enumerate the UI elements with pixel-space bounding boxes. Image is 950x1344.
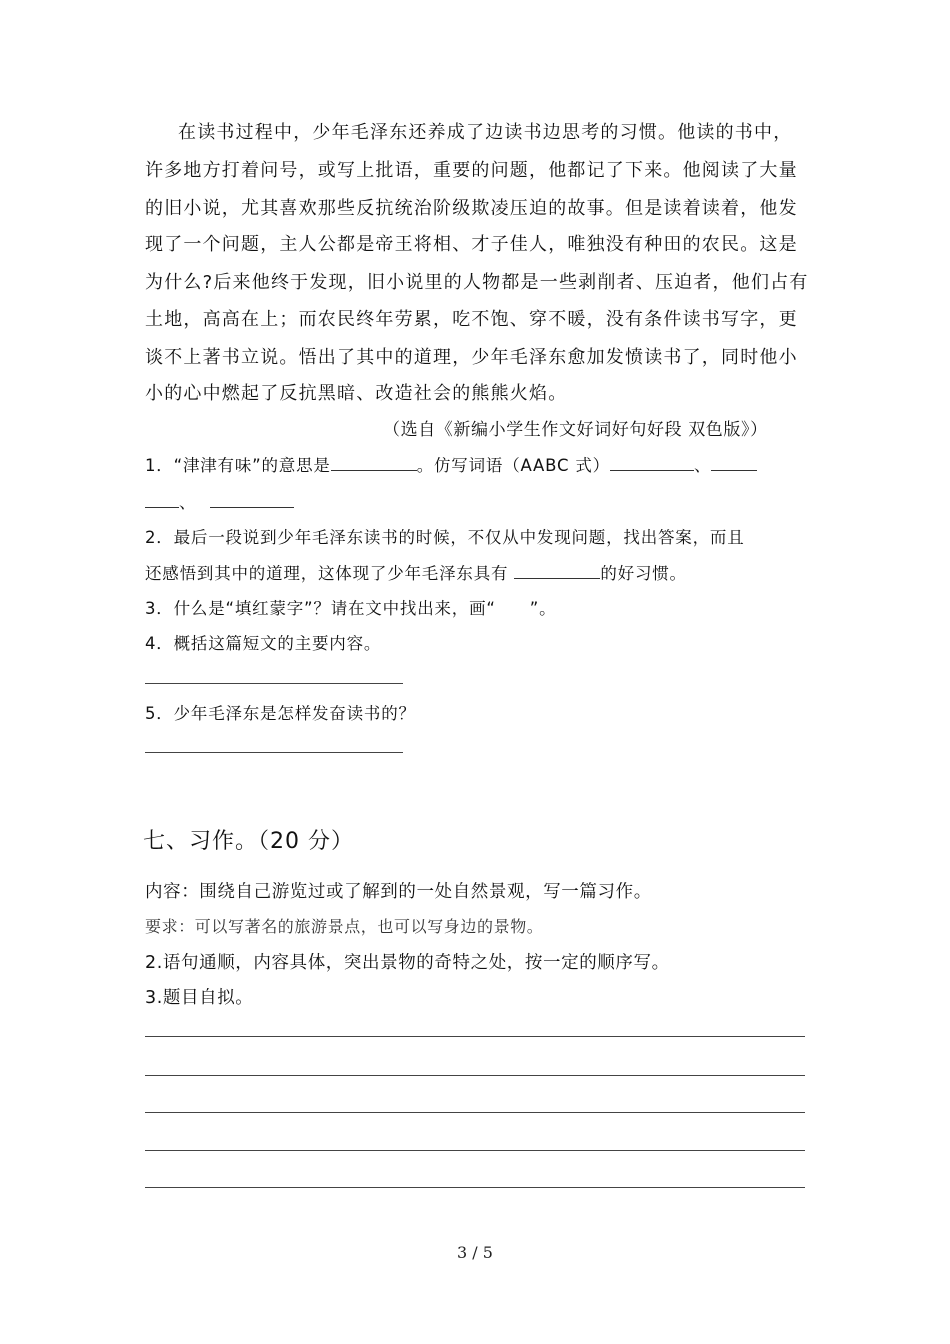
answer-blank[interactable] (610, 454, 694, 471)
passage-line: 小的心中燃起了反抗黑暗、改造社会的熊熊火焰。 (145, 383, 568, 404)
composition-content: 内容：围绕自己游览过或了解到的一处自然景观，写一篇习作。 (145, 882, 652, 902)
writing-line[interactable] (145, 1036, 805, 1037)
question-3-text-2: ”。 (529, 599, 557, 618)
question-3-text: 3．什么是“填红蒙字”？请在文中找出来，画“ (145, 599, 496, 618)
question-2-line-1: 2．最后一段说到少年毛泽东读书的时候，不仅从中发现问题，找出答案，而且 (145, 528, 745, 547)
composition-requirement-2: 2.语句通顺，内容具体，突出景物的奇特之处，按一定的顺序写。 (145, 953, 670, 973)
passage-line: 土地，高高在上；而农民终年劳累，吃不饱、穿不暖，没有条件读书写字，更 (145, 309, 798, 330)
question-1-text: 1．“津津有味”的意思是 (145, 456, 331, 475)
question-1 (145, 454, 757, 478)
answer-blank[interactable] (145, 491, 179, 508)
question-1-continued (145, 491, 294, 515)
composition-requirement: 要求：可以写著名的旅游景点，也可以写身边的景物。 (145, 917, 544, 936)
passage-source: （选自《新编小学生作文好词好句好段 双色版》） (383, 420, 768, 440)
writing-line[interactable] (145, 1075, 805, 1076)
passage-line: 为什么?后来他终于发现，旧小说里的人物都是一些剥削者、压迫者，他们占有 (145, 272, 809, 293)
answer-line[interactable] (145, 683, 403, 684)
passage-line: 许多地方打着问号，或写上批语，重要的问题，他都记了下来。他阅读了大量 (145, 160, 798, 181)
question-4: 4．概括这篇短文的主要内容。 (145, 634, 382, 653)
page-number: 3 / 5 (457, 1243, 493, 1262)
question-5: 5．少年毛泽东是怎样发奋读书的？ (145, 704, 416, 723)
passage-line: 的旧小说，尤其喜欢那些反抗统治阶级欺凌压迫的故事。但是读着读着，他发 (145, 198, 798, 219)
question-3 (145, 597, 556, 621)
composition-requirement-3: 3.题目自拟。 (145, 988, 254, 1008)
question-2-text: 还感悟到其中的道理，这体现了少年毛泽东具有 (145, 564, 515, 583)
answer-blank[interactable] (711, 454, 757, 471)
passage-line: 在读书过程中，少年毛泽东还养成了边读书边思考的习惯。他读的书中， (178, 122, 793, 143)
separator: 、 (693, 456, 712, 475)
writing-line[interactable] (145, 1112, 805, 1113)
writing-line[interactable] (145, 1187, 805, 1188)
section-title: 七、习作。（20 分） (143, 829, 354, 854)
answer-line[interactable] (145, 752, 403, 753)
question-1-text-2: 。仿写词语（AABC 式） (416, 456, 610, 475)
question-2-line-2 (145, 562, 687, 586)
question-2-text-2: 的好习惯。 (600, 564, 687, 583)
passage-line: 现了一个问题，主人公都是帝王将相、才子佳人，唯独没有种田的农民。这是 (145, 234, 798, 255)
answer-blank[interactable] (331, 454, 417, 471)
separator: 、 (179, 493, 197, 512)
answer-blank[interactable] (514, 562, 600, 579)
answer-blank[interactable] (210, 491, 294, 508)
passage-line: 谈不上著书立说。悟出了其中的道理，少年毛泽东愈加发愤读书了，同时他小 (145, 347, 798, 368)
writing-line[interactable] (145, 1150, 805, 1151)
